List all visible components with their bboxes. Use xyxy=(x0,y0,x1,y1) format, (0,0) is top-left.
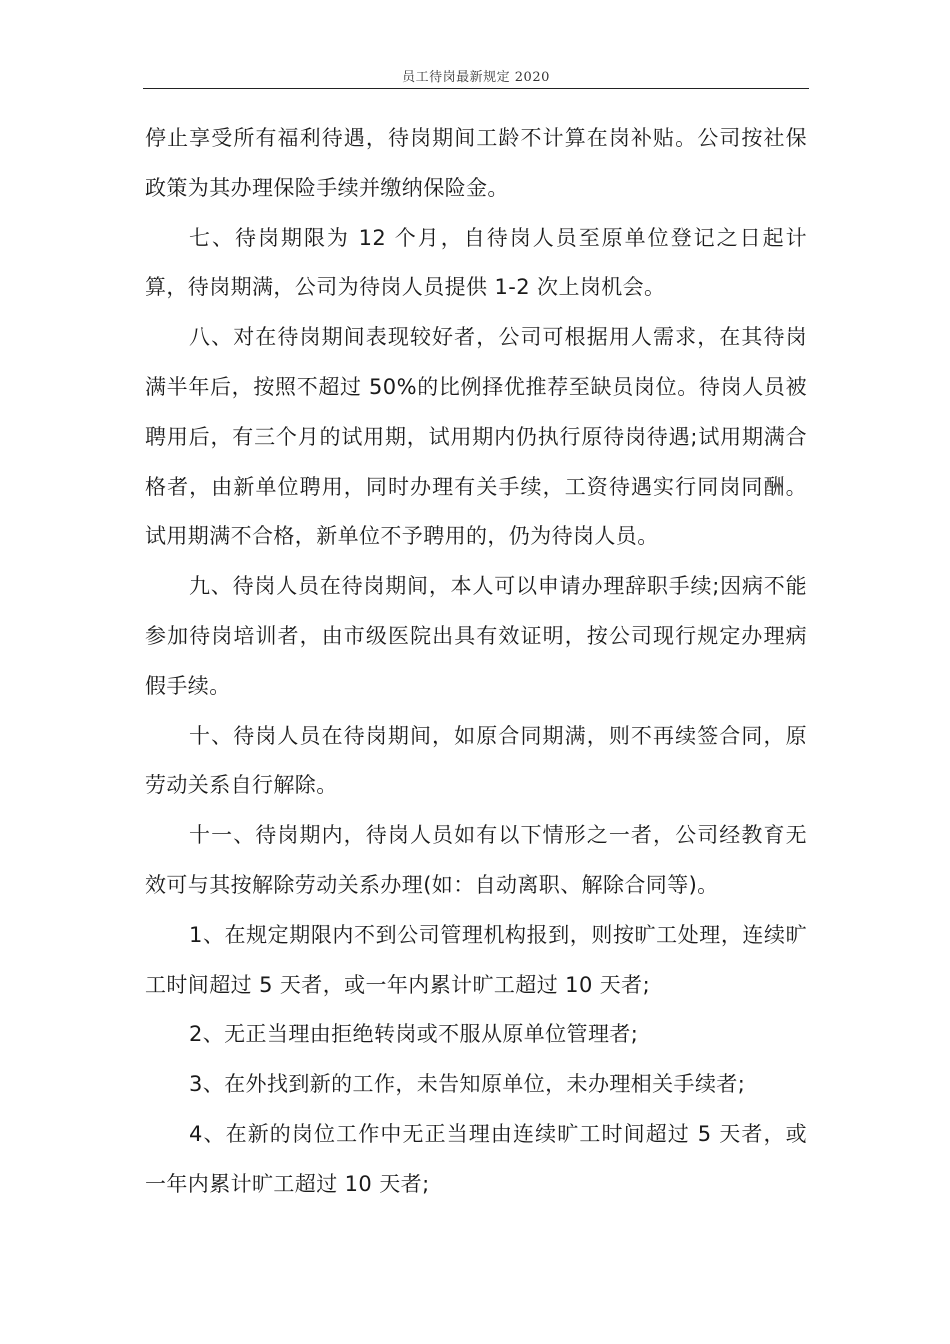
paragraph-article-11: 十一、待岗期内，待岗人员如有以下情形之一者，公司经教育无效可与其按解除劳动关系办理(如：自动离职、解除合同等)。 xyxy=(145,823,807,897)
paragraph-continuation: 停止享受所有福利待遇，待岗期间工龄不计算在岗补贴。公司按社保政策为其办理保险手续并缴纳保险金。 xyxy=(145,126,807,200)
paragraph-article-9: 九、待岗人员在待岗期间，本人可以申请办理辞职手续;因病不能参加待岗培训者，由市级医院出具有效证明，按公司现行规定办理病假手续。 xyxy=(145,574,807,698)
list-item-4: 4、在新的岗位工作中无正当理由连续旷工时间超过 5 天者，或一年内累计旷工超过 10 天者; xyxy=(145,1121,807,1196)
document-body xyxy=(145,114,807,1210)
paragraph-article-10: 十、待岗人员在待岗期间，如原合同期满，则不再续签合同，原劳动关系自行解除。 xyxy=(145,723,807,798)
header-divider xyxy=(143,88,809,89)
page-header-title: 员工待岗最新规定 2020 xyxy=(402,70,550,85)
paragraph-article-7: 七、待岗期限为 12 个月，自待岗人员至原单位登记之日起计算，待岗期满，公司为待岗人员提供 1-2 次上岗机会。 xyxy=(145,225,807,300)
list-item-2: 2、无正当理由拒绝转岗或不服从原单位管理者; xyxy=(189,1022,639,1047)
list-item-1: 1、在规定期限内不到公司管理机构报到，则按旷工处理，连续旷工时间超过 5 天者，或一年内累计旷工超过 10 天者; xyxy=(145,922,807,997)
list-item-3: 3、在外找到新的工作，未告知原单位，未办理相关手续者; xyxy=(189,1072,746,1097)
paragraph-article-8: 八、对在待岗期间表现较好者，公司可根据用人需求，在其待岗满半年后，按照不超过 50%的比例择优推荐至缺员岗位。待岗人员被聘用后，有三个月的试用期，试用期内仍执行原待岗待遇;试用期满合格者，由新单位聘用，同时办理有关手续，工资待遇实行同岗同酬。试用期满不合格，新单位不予聘用的，仍为待岗人员。 xyxy=(145,325,807,549)
